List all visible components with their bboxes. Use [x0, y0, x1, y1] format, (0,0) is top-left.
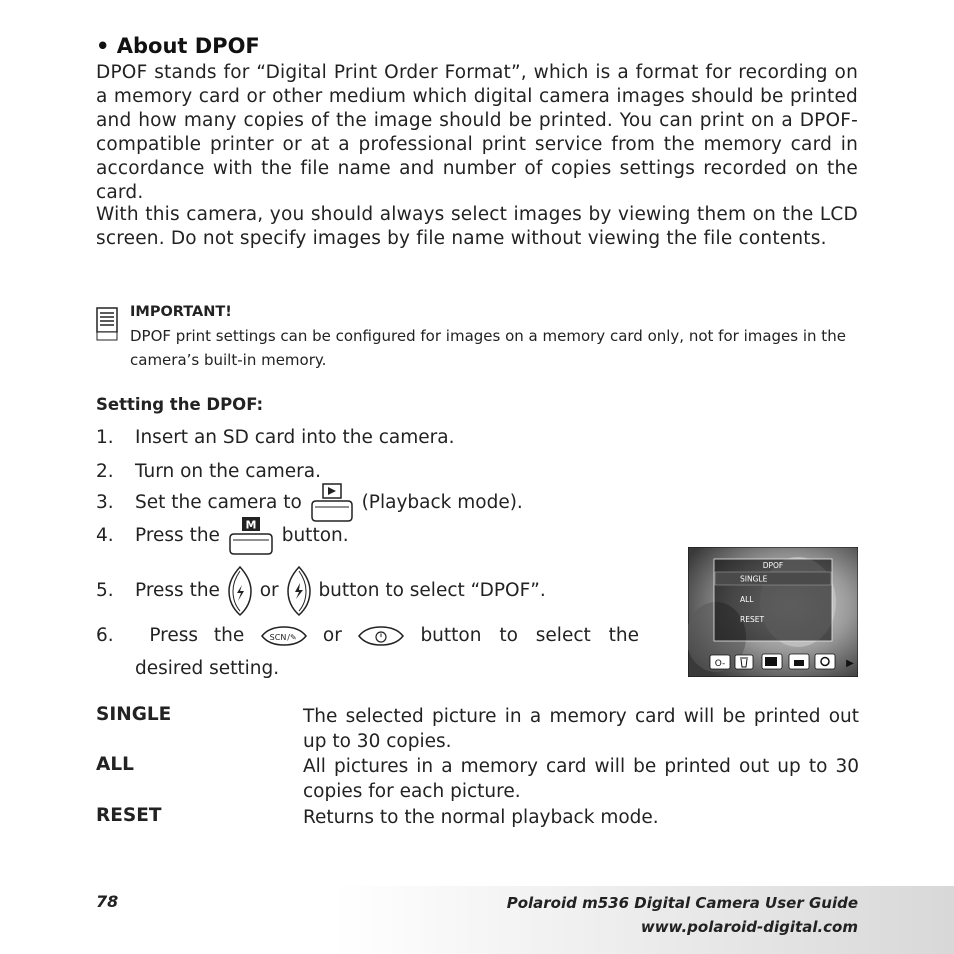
setting-heading: Setting the DPOF: — [96, 395, 264, 414]
page-number: 78 — [96, 892, 119, 911]
step-number: 4. — [96, 525, 114, 546]
step-text-after: button to select “DPOF”. — [318, 580, 546, 601]
scn-left-button-icon — [259, 625, 309, 647]
lcd-option-all[interactable]: ALL — [740, 595, 754, 604]
setup-icon — [815, 654, 835, 669]
scroll-right-arrow-icon: ▶ — [846, 658, 854, 669]
flash-up-button-icon — [226, 565, 254, 617]
step-5 — [96, 565, 546, 617]
lcd-selected-highlight — [715, 572, 831, 585]
step-text-before: Press the — [135, 580, 220, 601]
lcd-screen — [688, 547, 858, 677]
svg-text:SCN: SCN — [269, 632, 286, 642]
step-text-after: button. — [281, 525, 349, 546]
section-heading: • About DPOF — [96, 34, 260, 58]
desc-single: The selected picture in a memory card will be printed out up to 30 copies. — [303, 706, 859, 752]
important-text: DPOF print settings can be configured for images on a memory card only, not for images in the camera’s built-in memory. — [130, 327, 846, 369]
svg-text:M: M — [245, 518, 257, 532]
step-text-before: Set the camera to — [135, 492, 302, 513]
intro-paragraph: DPOF stands for “Digital Print Order Format”, which is a format for recording on a memory card or other medium which digital camera images should be printed and how many copies of the image should be printed. You can print on a DPOF-compatible printer or at a professional print service from the memory card in accordance with the file name and number of copies settings recorded on the card. — [96, 62, 858, 203]
step-2 — [96, 460, 321, 484]
step-1 — [96, 426, 454, 450]
lcd-menu-title: DPOF — [762, 561, 784, 570]
term-single: SINGLE — [96, 704, 172, 725]
step-6 — [96, 619, 639, 685]
selftimer-right-button-icon — [356, 625, 406, 647]
step-text-after-line1: button to select the — [420, 625, 639, 646]
term-reset: RESET — [96, 805, 162, 826]
step-text-after-line2: desired setting. — [135, 658, 280, 679]
footer-url[interactable]: www.polaroid-digital.com — [640, 918, 858, 936]
step-text-middle: or — [322, 625, 342, 646]
step-text-middle: or — [259, 580, 279, 601]
step-text: Insert an SD card into the camera. — [135, 427, 455, 448]
desc-reset: Returns to the normal playback mode. — [303, 807, 659, 828]
instruction-paragraph: With this camera, you should always select images by viewing them on the LCD screen. Do not specify images by file name without viewing the file contents. — [96, 204, 858, 249]
step-number: 2. — [96, 461, 114, 482]
notepad-icon — [96, 307, 118, 341]
step-number: 1. — [96, 427, 114, 448]
step-text-before: Press the — [135, 525, 220, 546]
step-text-before: Press the — [149, 625, 245, 646]
lcd-option-reset[interactable]: RESET — [740, 615, 765, 624]
step-number: 5. — [96, 580, 114, 601]
menu-button-icon — [226, 516, 276, 556]
step-4 — [96, 516, 349, 556]
important-title: IMPORTANT! — [130, 304, 232, 320]
lcd-option-single[interactable]: SINGLE — [740, 574, 768, 584]
svg-text:/✎: /✎ — [286, 632, 297, 642]
step-text-after: (Playback mode). — [361, 492, 523, 513]
desc-all: All pictures in a memory card will be printed out up to 30 copies for each picture. — [303, 756, 859, 802]
step-number: 3. — [96, 492, 114, 513]
flash-down-button-icon — [285, 565, 313, 617]
step-text: Turn on the camera. — [135, 461, 322, 482]
term-all: ALL — [96, 754, 134, 775]
svg-text:O-: O- — [714, 659, 726, 669]
footer-title: Polaroid m536 Digital Camera User Guide — [506, 894, 858, 912]
step-number: 6. — [96, 625, 114, 646]
